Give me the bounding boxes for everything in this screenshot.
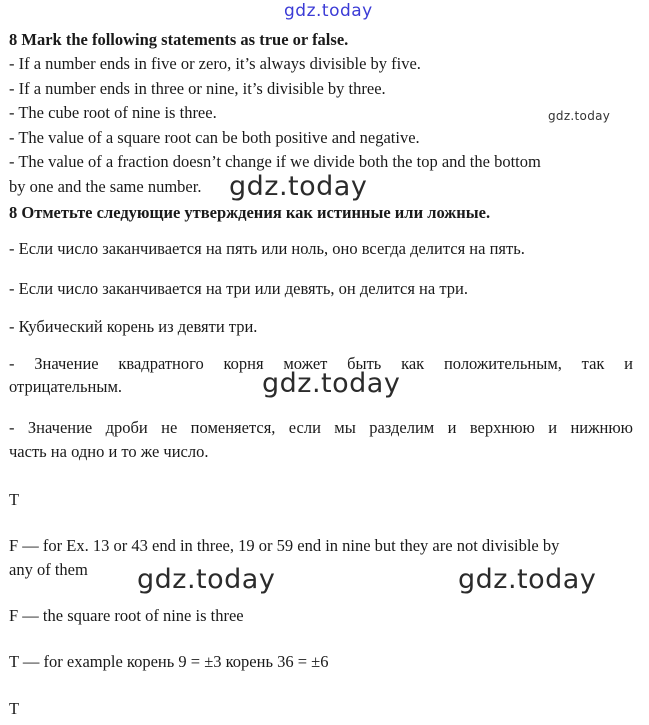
statement-russian: - Если число заканчивается на три или девять, он делится на три. <box>9 279 468 298</box>
statement-russian: - Значение дроби не поменяется, если мы разделим и верхнюю и нижнюю <box>9 418 633 437</box>
statement-russian: - Если число заканчивается на пять или ноль, оно всегда делится на пять. <box>9 239 525 258</box>
watermark-small: gdz.today <box>548 109 611 123</box>
watermark: gdz.today <box>458 564 597 595</box>
statement-english: - The value of a square root can be both positive and negative. <box>9 128 420 147</box>
answer-3: F — the square root of nine is three <box>9 606 244 625</box>
statement-english: - If a number ends in three or nine, it’s divisible by three. <box>9 79 386 98</box>
watermark: gdz.today <box>262 368 401 399</box>
exercise-title-english: 8 Mark the following statements as true or false. <box>9 30 349 49</box>
watermark: gdz.today <box>229 171 368 202</box>
exercise-title-russian: 8 Отметьте следующие утверждения как истинные или ложные. <box>9 203 491 222</box>
answer-4: T — for example корень 9 = ±3 корень 36 = ±6 <box>9 652 329 671</box>
statement-russian-continued: отрицательным. <box>9 377 123 396</box>
answer-5: T <box>9 699 20 718</box>
statement-russian-continued: часть на одно и то же число. <box>9 442 209 461</box>
watermark: gdz.today <box>137 564 276 595</box>
answer-1: T <box>9 490 20 509</box>
answer-2: F — for Ex. 13 or 43 end in three, 19 or 59 end in nine but they are not divisible by <box>9 536 560 555</box>
statement-english: - The value of a fraction doesn’t change if we divide both the top and the bottom <box>9 152 541 171</box>
statement-english: - If a number ends in five or zero, it’s always divisible by five. <box>9 54 421 73</box>
statement-russian: - Кубический корень из девяти три. <box>9 317 258 336</box>
answer-2-continued: any of them <box>9 560 88 579</box>
watermark-top: gdz.today <box>284 1 373 21</box>
statement-russian: - Значение квадратного корня может быть как положительным, так и <box>9 354 633 373</box>
statement-english-continued: by one and the same number. <box>9 177 202 196</box>
statement-english: - The cube root of nine is three. <box>9 103 217 122</box>
